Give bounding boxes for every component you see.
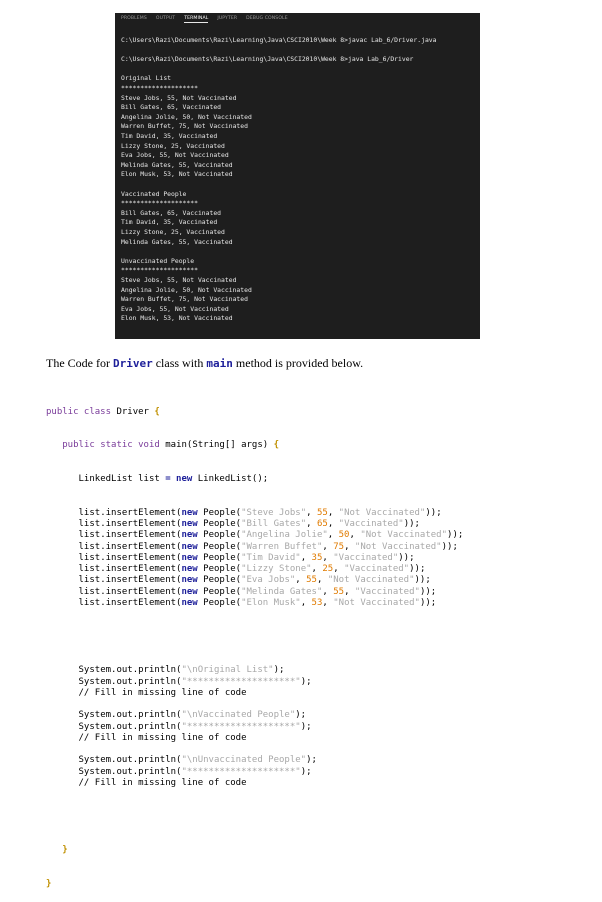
insert-call: list.insertElement( — [78, 552, 182, 563]
code-text: main(String[] args) — [159, 440, 274, 451]
println-call: System.out.println( — [78, 721, 182, 732]
println-string: "\nOriginal List" — [181, 665, 274, 676]
terminal-panel — [115, 13, 480, 339]
class-declaration — [46, 407, 566, 418]
person-age: 75 — [333, 541, 345, 552]
terminal-line: Steve Jobs, 55, Not Vaccinated — [121, 276, 237, 284]
println-close: ); — [300, 766, 312, 777]
println-call: System.out.println( — [78, 710, 182, 721]
println-close: ); — [300, 676, 312, 687]
new-keyword: new — [181, 507, 198, 518]
terminal-line: Eva Jobs, 55, Not Vaccinated — [121, 151, 229, 160]
person-age: 50 — [338, 530, 350, 541]
insert-call: list.insertElement( — [78, 586, 182, 597]
println-close: ); — [273, 665, 285, 676]
close-paren: )); — [441, 541, 458, 552]
intro-method-name: main — [206, 357, 233, 370]
intro-before: The Code for — [46, 356, 113, 370]
println-stars-line — [46, 677, 566, 688]
println-string: "********************" — [181, 676, 301, 687]
list-declaration — [46, 474, 566, 485]
insert-lines — [46, 508, 566, 609]
println-close: ); — [306, 755, 317, 766]
terminal-line: ******************** — [121, 266, 198, 275]
people-constructor: People( — [197, 541, 242, 552]
terminal-line: Original List — [121, 74, 172, 83]
println-call: System.out.println( — [78, 665, 182, 676]
code-text: LinkedList list — [78, 474, 166, 484]
terminal-line: Elon Musk, 53, Not Vaccinated — [121, 314, 233, 323]
new-keyword: new — [181, 575, 198, 586]
println-close: ); — [300, 721, 312, 732]
insert-call: list.insertElement( — [78, 507, 182, 518]
new-keyword: new — [181, 552, 198, 563]
person-name: "Angelina Jolie" — [241, 530, 328, 541]
people-constructor: People( — [197, 575, 242, 586]
tab-problems[interactable]: PROBLEMS — [121, 16, 147, 21]
new-keyword: new — [181, 564, 198, 574]
person-status: "Not Vaccinated" — [327, 575, 415, 586]
person-name: "Bill Gates" — [241, 519, 307, 529]
person-age: 35 — [311, 552, 323, 563]
println-call: System.out.println( — [78, 676, 182, 687]
person-status: "Not Vaccinated" — [360, 530, 448, 541]
new-keyword: new — [181, 541, 198, 552]
tab-terminal[interactable]: TERMINAL — [184, 16, 209, 21]
people-constructor: People( — [197, 552, 242, 563]
insert-element-line: list.insertElement(new People("Elon Musk", 53, "Not Vaccinated")); — [78, 597, 437, 608]
new-keyword: new — [181, 519, 198, 529]
terminal-line: Bill Gates, 65, Vaccinated — [121, 103, 222, 112]
insert-element-line: list.insertElement(new People("Warren Buffet", 75, "Not Vaccinated")); — [78, 541, 458, 552]
terminal-line: Angelina Jolie, 50, Not Vaccinated — [121, 285, 252, 294]
class-close-brace: } — [46, 879, 52, 889]
blank-line — [46, 632, 566, 643]
blank-line — [46, 744, 566, 755]
person-age: 55 — [333, 586, 345, 597]
person-age: 65 — [316, 519, 328, 529]
println-title-line — [46, 665, 566, 676]
code-brace: { — [273, 440, 280, 451]
person-status: "Not Vaccinated" — [338, 507, 426, 518]
terminal-line: C:\Users\Razi\Documents\Razi\Learning\Java\CSCI2010\Week 8>javac Lab_6/Driver.java — [121, 36, 437, 44]
person-name: "Tim David" — [241, 552, 301, 563]
close-paren: )); — [447, 530, 464, 541]
people-constructor: People( — [197, 507, 242, 518]
person-name: "Melinda Gates" — [241, 586, 323, 597]
terminal-line: C:\Users\Razi\Documents\Razi\Learning\Java\CSCI2010\Week 8>java Lab_6/Driver — [121, 55, 414, 64]
section-lines — [46, 665, 566, 789]
code-keyword: public class — [46, 406, 112, 417]
terminal-line: Warren Buffet, 75, Not Vaccinated — [121, 295, 248, 304]
tab-debug-console[interactable]: DEBUG CONSOLE — [246, 16, 288, 21]
person-name: "Steve Jobs" — [241, 507, 307, 518]
terminal-line: Melinda Gates, 55, Vaccinated — [121, 237, 233, 246]
person-name: "Lizzy Stone" — [241, 564, 312, 574]
println-stars-line — [46, 767, 566, 778]
close-paren: )); — [403, 519, 420, 529]
terminal-line: Lizzy Stone, 25, Vaccinated — [121, 228, 225, 236]
insert-element-line: list.insertElement(new People("Lizzy Stone", 25, "Vaccinated")); — [78, 564, 426, 574]
blank-line — [46, 699, 566, 710]
person-age: 25 — [322, 564, 334, 574]
insert-element-line: list.insertElement(new People("Angelina Jolie", 50, "Not Vaccinated")); — [78, 530, 464, 541]
insert-call: list.insertElement( — [78, 530, 182, 541]
println-call: System.out.println( — [78, 755, 182, 766]
terminal-line: Melinda Gates, 55, Vaccinated — [121, 160, 233, 169]
people-constructor: People( — [197, 597, 242, 608]
code-text: Driver — [111, 406, 155, 417]
println-call: System.out.println( — [78, 766, 182, 777]
new-keyword: new — [181, 597, 198, 608]
person-name: "Eva Jobs" — [241, 575, 296, 586]
close-paren: )); — [425, 507, 442, 518]
terminal-line: ******************** — [121, 84, 198, 92]
terminal-line: Tim David, 35, Vaccinated — [121, 218, 218, 227]
intro-class-name: Driver — [112, 357, 153, 370]
comment-text: // Fill in missing line of code — [78, 687, 247, 698]
person-status: "Not Vaccinated" — [354, 541, 442, 552]
person-age: 53 — [311, 597, 323, 608]
terminal-line: Tim David, 35, Vaccinated — [121, 132, 218, 140]
insert-call: list.insertElement( — [78, 519, 182, 529]
comment-text: // Fill in missing line of code — [78, 777, 247, 788]
terminal-line: ******************** — [121, 199, 198, 208]
intro-text — [46, 356, 363, 371]
comment-line — [46, 733, 566, 744]
person-name: "Elon Musk" — [241, 597, 301, 608]
comment-line — [46, 688, 566, 699]
insert-element-line: list.insertElement(new People("Bill Gates", 65, "Vaccinated")); — [78, 519, 420, 529]
code-keyword: public static void — [62, 440, 160, 451]
people-constructor: People( — [197, 519, 242, 529]
code-keyword: = new — [165, 474, 193, 484]
main-declaration — [46, 440, 566, 451]
close-paren: )); — [414, 575, 431, 586]
insert-element-line: list.insertElement(new People("Tim David", 35, "Vaccinated")); — [78, 552, 415, 563]
insert-element-line: list.insertElement(new People("Eva Jobs", 55, "Not Vaccinated")); — [78, 575, 431, 586]
person-status: "Vaccinated" — [344, 564, 410, 574]
intro-after: method is provided below. — [232, 356, 364, 370]
close-paren: )); — [398, 552, 415, 563]
person-status: "Vaccinated" — [333, 552, 399, 563]
close-paren: )); — [419, 586, 437, 597]
person-status: "Vaccinated" — [338, 519, 404, 529]
terminal-line: Angelina Jolie, 50, Not Vaccinated — [121, 112, 252, 121]
println-string: "\nVaccinated People" — [181, 710, 296, 721]
println-string: "********************" — [181, 766, 301, 777]
tab-output[interactable]: OUTPUT — [155, 16, 176, 21]
println-title-line — [46, 710, 566, 721]
terminal-line: Bill Gates, 65, Vaccinated — [121, 208, 222, 217]
person-status: "Not Vaccinated" — [333, 597, 420, 608]
println-stars-line — [46, 722, 566, 733]
insert-call: list.insertElement( — [78, 575, 182, 586]
terminal-line: Eva Jobs, 55, Not Vaccinated — [121, 304, 229, 313]
people-constructor: People( — [197, 564, 242, 574]
new-keyword: new — [181, 586, 198, 597]
close-paren: )); — [419, 597, 437, 608]
blank-line — [46, 812, 566, 823]
println-string: "\nUnvaccinated People" — [181, 755, 307, 766]
main-close-brace: } — [62, 845, 68, 856]
person-age: 55 — [306, 575, 317, 586]
terminal-line: Elon Musk, 53, Not Vaccinated — [121, 170, 233, 179]
new-keyword: new — [181, 530, 198, 541]
comment-line — [46, 778, 566, 789]
terminal-line: Warren Buffet, 75, Not Vaccinated — [121, 122, 248, 131]
println-close: ); — [295, 710, 307, 721]
insert-call: list.insertElement( — [78, 541, 182, 552]
code-brace: { — [154, 406, 160, 417]
terminal-line: Unvaccinated People — [121, 256, 195, 265]
person-status: "Vaccinated" — [354, 586, 420, 597]
person-name: "Warren Buffet" — [241, 541, 323, 552]
println-string: "********************" — [181, 721, 301, 732]
terminal-line: Steve Jobs, 55, Not Vaccinated — [121, 93, 237, 102]
person-age: 55 — [316, 507, 328, 518]
insert-element-line: list.insertElement(new People("Melinda Gates", 55, "Vaccinated")); — [78, 586, 437, 597]
insert-element-line: list.insertElement(new People("Steve Jobs", 55, "Not Vaccinated")); — [78, 507, 442, 518]
terminal-tabs — [121, 16, 288, 23]
close-paren: )); — [409, 564, 426, 574]
code-text: LinkedList(); — [192, 474, 269, 484]
intro-middle: class with — [152, 356, 207, 370]
people-constructor: People( — [197, 586, 242, 597]
code-block — [46, 384, 566, 902]
insert-call: list.insertElement( — [78, 564, 182, 574]
println-title-line — [46, 755, 566, 766]
comment-text: // Fill in missing line of code — [78, 732, 247, 743]
insert-call: list.insertElement( — [78, 597, 182, 608]
people-constructor: People( — [197, 530, 242, 541]
terminal-line: Lizzy Stone, 25, Vaccinated — [121, 141, 225, 150]
tab-jupyter[interactable]: JUPYTER — [217, 16, 238, 21]
terminal-line: Vaccinated People — [121, 189, 187, 198]
